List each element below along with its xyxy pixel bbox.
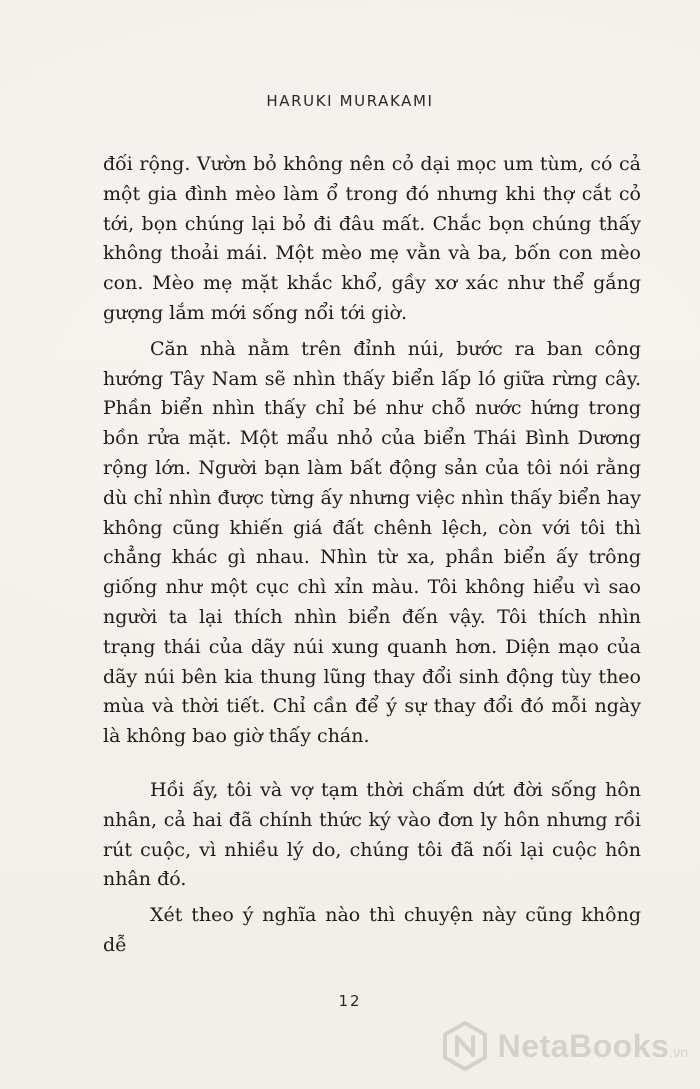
watermark-text bbox=[498, 1028, 688, 1065]
watermark-brand: NetaBooks bbox=[497, 1027, 670, 1064]
paragraph-3: Hồi ấy, tôi và vợ tạm thời chấm dứt đời sống hôn nhân, cả hai đã chính thức ký vào đơn ly hôn nhưng rồi rút cuộc, vì nhiều lý do, chúng tôi đã nối lại cuộc hôn nhân đó. bbox=[103, 778, 641, 891]
netabooks-logo-icon bbox=[440, 1021, 490, 1071]
watermark bbox=[440, 1021, 688, 1071]
page-number: 12 bbox=[338, 992, 362, 1010]
watermark-suffix: .vn bbox=[669, 1043, 688, 1060]
paragraph-4: Xét theo ý nghĩa nào thì chuyện này cũng không dễ bbox=[103, 904, 641, 956]
running-header: HARUKI MURAKAMI bbox=[266, 92, 434, 110]
body-text bbox=[103, 150, 641, 961]
paragraph-1: đối rộng. Vườn bỏ không nên cỏ dại mọc um tùm, có cả một gia đình mèo làm ổ trong đó nhưng khi thợ cắt cỏ tới, bọn chúng lại bỏ đi đâu mất. Chắc bọn chúng thấy không thoải mái. Một mèo mẹ vằn và ba, bốn con mèo con. Mèo mẹ mặt khắc khổ, gầy xơ xác như thể gắng gượng lắm mới sống nổi tới giờ. bbox=[103, 153, 641, 324]
paragraph-2: Căn nhà nằm trên đỉnh núi, bước ra ban công hướng Tây Nam sẽ nhìn thấy biển lấp ló giữa rừng cây. Phần biển nhìn thấy chỉ bé như chỗ nước hứng trong bồn rửa mặt. Một mẩu nhỏ của biển Thái Bình Dương rộng lớn. Người bạn làm bất động sản của tôi nói rằng dù chỉ nhìn được từng ấy nhưng việc nhìn thấy biển hay không cũng khiến giá đất chênh lệch, còn với tôi thì chẳng khác gì nhau. Nhìn từ xa, phần biển ấy trông giống như một cục chì xỉn màu. Tôi không hiểu vì sao người ta lại thích nhìn biển đến vậy. Tôi thích nhìn trạng thái của dãy núi xung quanh hơn. Diện mạo của dãy núi bên kia thung lũng thay đổi sinh động tùy theo mùa và thời tiết. Chỉ cần để ý sự thay đổi đó mỗi ngày là không bao giờ thấy chán. bbox=[103, 337, 641, 748]
